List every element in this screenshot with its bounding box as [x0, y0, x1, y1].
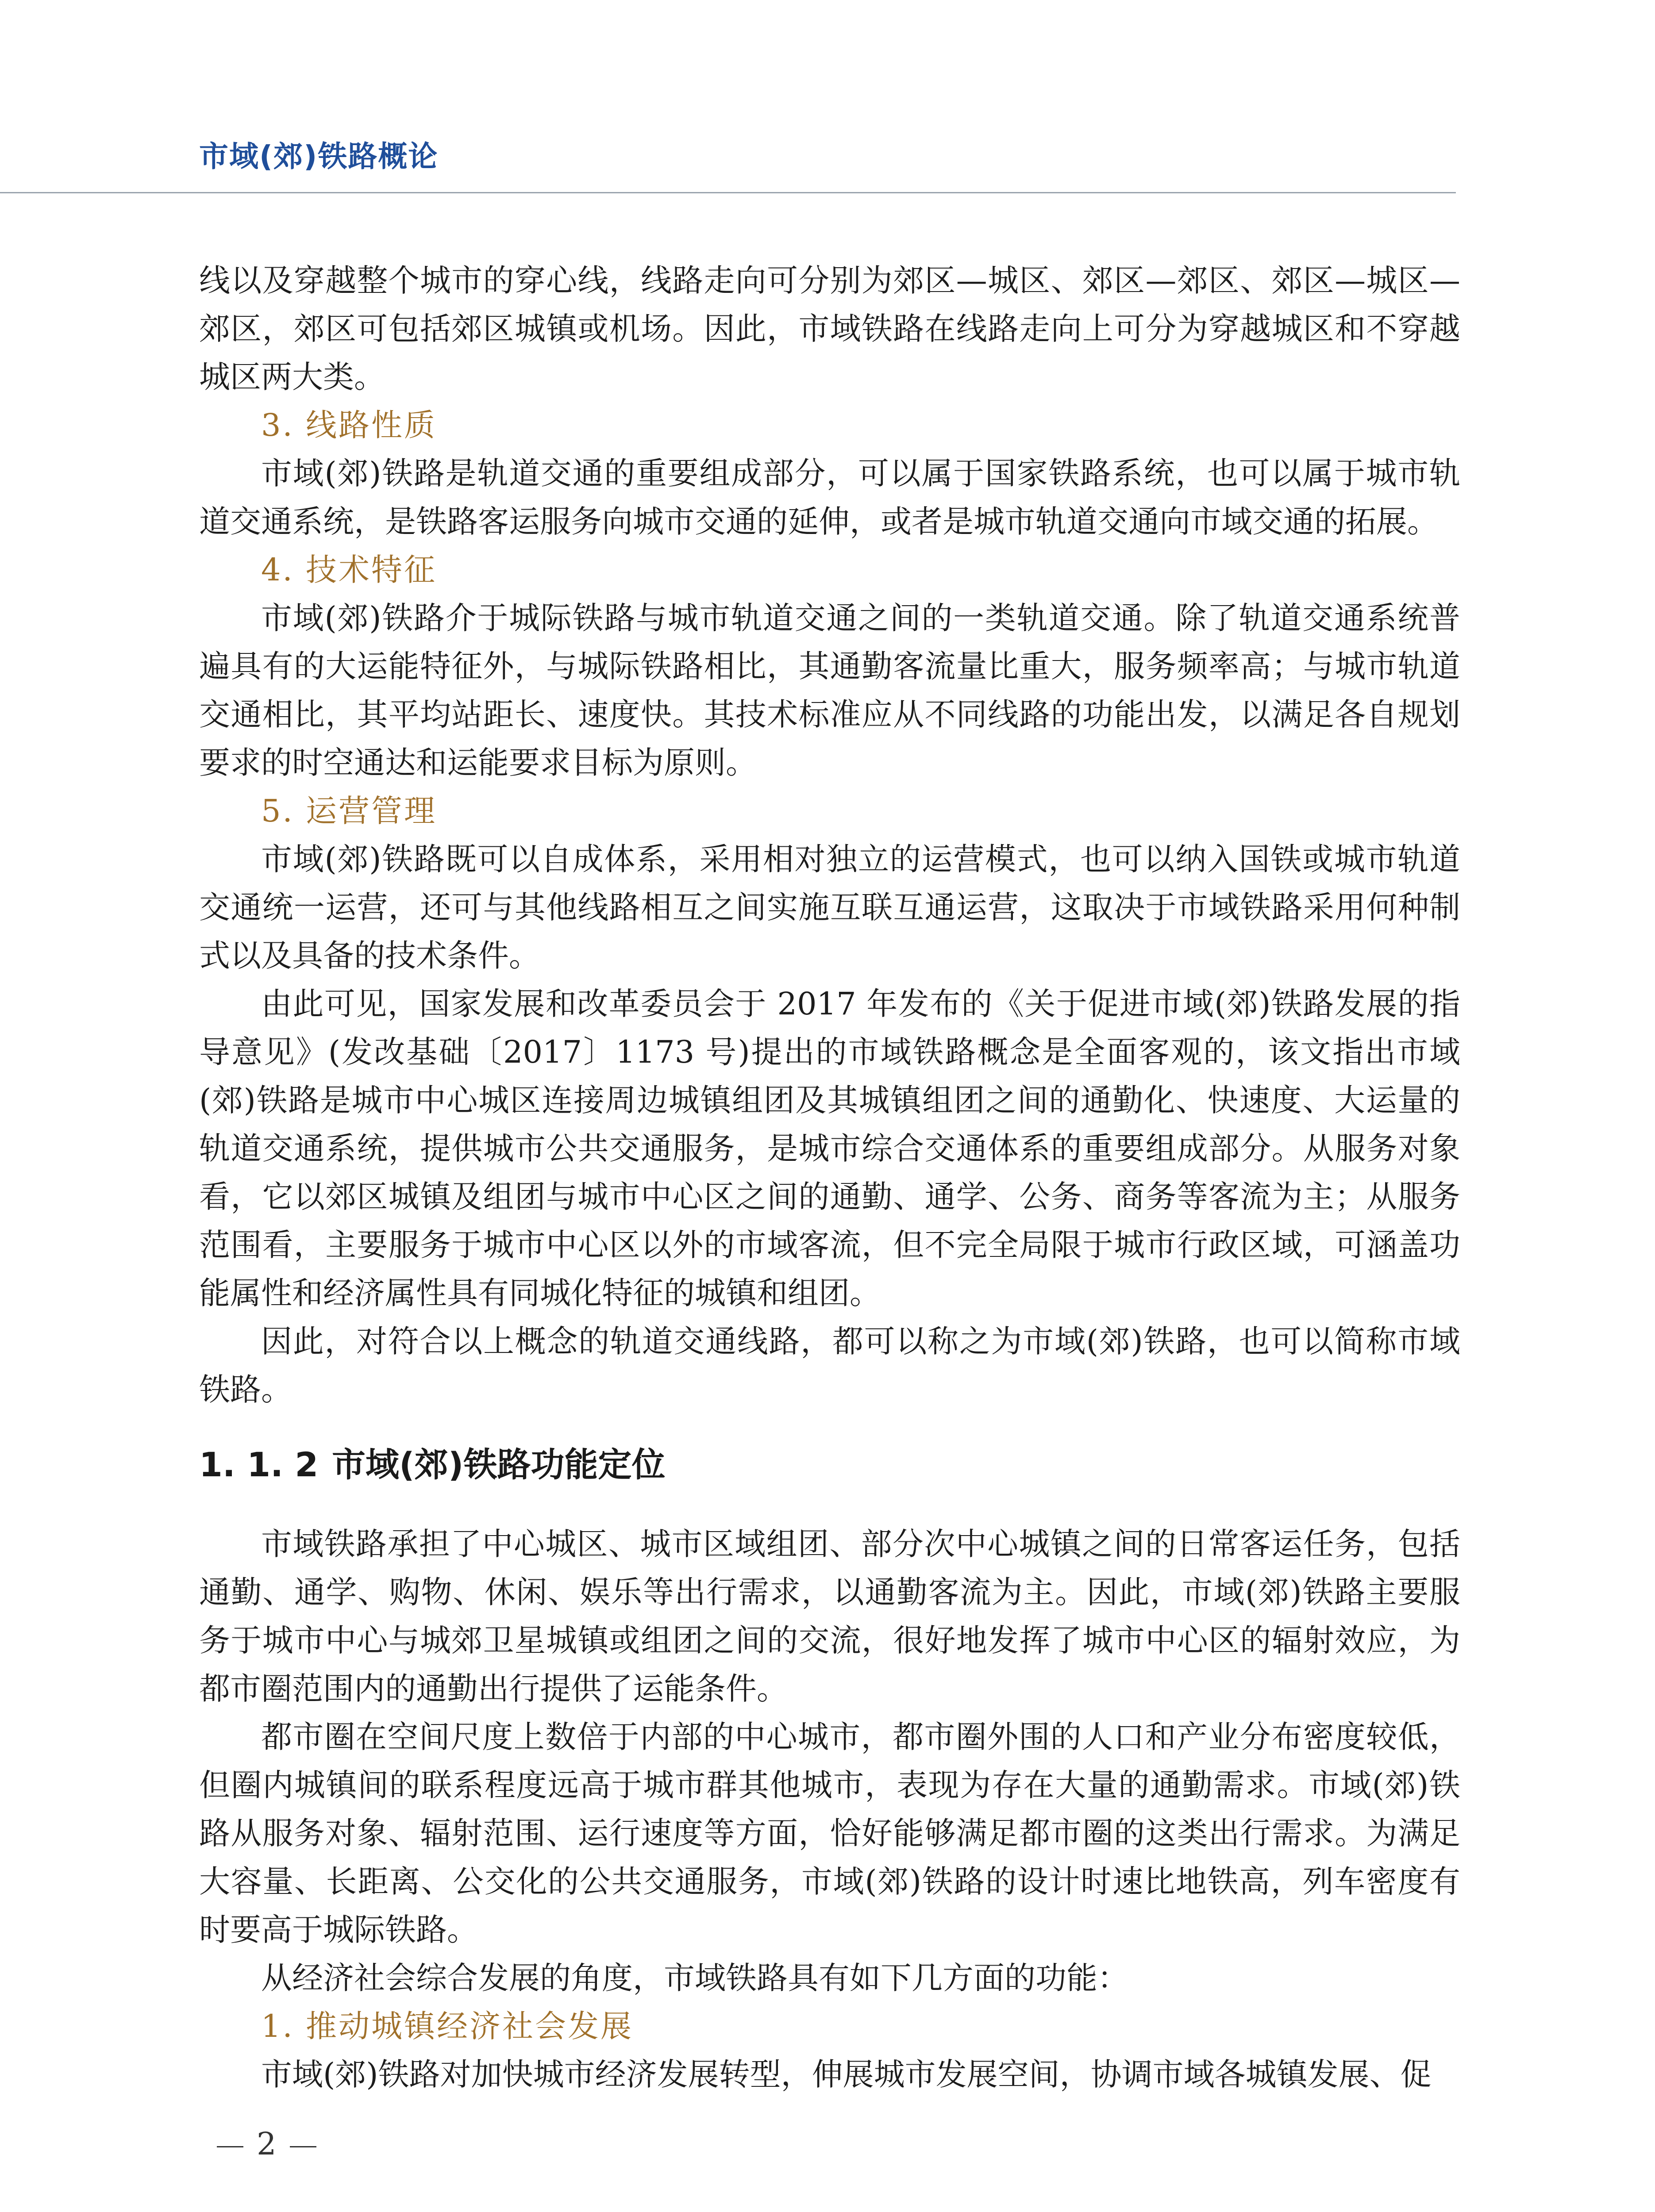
- running-header-title: 市域(郊)铁路概论: [199, 139, 439, 173]
- page-number: 2: [257, 2126, 277, 2162]
- header-divider: [0, 192, 1456, 193]
- paragraph-line-nature: 市域(郊)铁路是轨道交通的重要组成部分，可以属于国家铁路系统，也可以属于城市轨道交通系统，是铁路客运服务向城市交通的延伸，或者是城市轨道交通向市域交通的拓展。: [199, 455, 1460, 540]
- page-body: [199, 257, 1460, 2099]
- paragraph-functions-intro: 从经济社会综合发展的角度，市域铁路具有如下几方面的功能：: [261, 1960, 1128, 1996]
- section-heading: [199, 1440, 1460, 1489]
- paragraph-daily-passenger: 市域铁路承担了中心城区、城市区域组团、部分次中心城镇之间的日常客运任务，包括通勤、通学、购物、休闲、娱乐等出行需求，以通勤客流为主。因此，市域(郊)铁路主要服务于城市中心与城郊卫星城镇或组团之间的交流，很好地发挥了城市中心区的辐射效应，为都市圈范围内的通勤出行提供了运能条件。: [199, 1526, 1460, 1707]
- footer-dash-right: [290, 2146, 316, 2147]
- section-number: 1. 1. 2: [199, 1445, 319, 1484]
- paragraph-continued: 线以及穿越整个城市的穿心线，线路走向可分别为郊区—城区、郊区—郊区、郊区—城区—郊区，郊区可包括郊区城镇或机场。因此，市域铁路在线路走向上可分为穿越城区和不穿越城区两大类。: [199, 262, 1460, 395]
- paragraph-conclusion: 因此，对符合以上概念的轨道交通线路，都可以称之为市域(郊)铁路，也可以简称市域铁路。: [199, 1323, 1460, 1408]
- paragraph-promote-development: 市域(郊)铁路对加快城市经济发展转型，伸展城市发展空间，协调市域各城镇发展、促: [261, 2056, 1432, 2093]
- page-footer: [204, 2126, 330, 2162]
- subheading-technical-features: 4. 技术特征: [261, 552, 437, 588]
- footer-dash-left: [217, 2146, 243, 2147]
- subheading-operation-management: 5. 运营管理: [261, 793, 437, 829]
- subheading-promote-development: 1. 推动城镇经济社会发展: [261, 2008, 634, 2044]
- subheading-line-nature: 3. 线路性质: [261, 407, 437, 443]
- paragraph-technical-features: 市域(郊)铁路介于城际铁路与城市轨道交通之间的一类轨道交通。除了轨道交通系统普遍具有的大运能特征外，与城际铁路相比，其通勤客流量比重大，服务频率高；与城市轨道交通相比，其平均站距长、速度快。其技术标准应从不同线路的功能出发，以满足各自规划要求的时空通达和运能要求目标为原则。: [199, 600, 1460, 781]
- paragraph-guidance-opinion: 由此可见，国家发展和改革委员会于 2017 年发布的《关于促进市域(郊)铁路发展的指导意见》(发改基础〔2017〕1173 号)提出的市域铁路概念是全面客观的，该文指出市域(郊)铁路是城市中心城区连接周边城镇组团及其城镇组团之间的通勤化、快速度、大运量的轨道交通系统，提供城市公共交通服务，是城市综合交通体系的重要组成部分。从服务对象看，它以郊区城镇及组团与城市中心区之间的通勤、通学、公务、商务等客流为主；从服务范围看，主要服务于城市中心区以外的市域客流，但不完全局限于城市行政区域，可涵盖功能属性和经济属性具有同城化特征的城镇和组团。: [199, 986, 1460, 1311]
- paragraph-operation-management: 市域(郊)铁路既可以自成体系，采用相对独立的运营模式，也可以纳入国铁或城市轨道交通统一运营，还可与其他线路相互之间实施互联互通运营，这取决于市域铁路采用何种制式以及具备的技术条件。: [199, 841, 1460, 974]
- section-title: 市域(郊)铁路功能定位: [332, 1445, 666, 1484]
- paragraph-metropolitan-area: 都市圈在空间尺度上数倍于内部的中心城市，都市圈外围的人口和产业分布密度较低，但圈内城镇间的联系程度远高于城市群其他城市，表现为存在大量的通勤需求。市域(郊)铁路从服务对象、辐射范围、运行速度等方面，恰好能够满足都市圈的这类出行需求。为满足大容量、长距离、公交化的公共交通服务，市域(郊)铁路的设计时速比地铁高，列车密度有时要高于城际铁路。: [199, 1719, 1460, 1948]
